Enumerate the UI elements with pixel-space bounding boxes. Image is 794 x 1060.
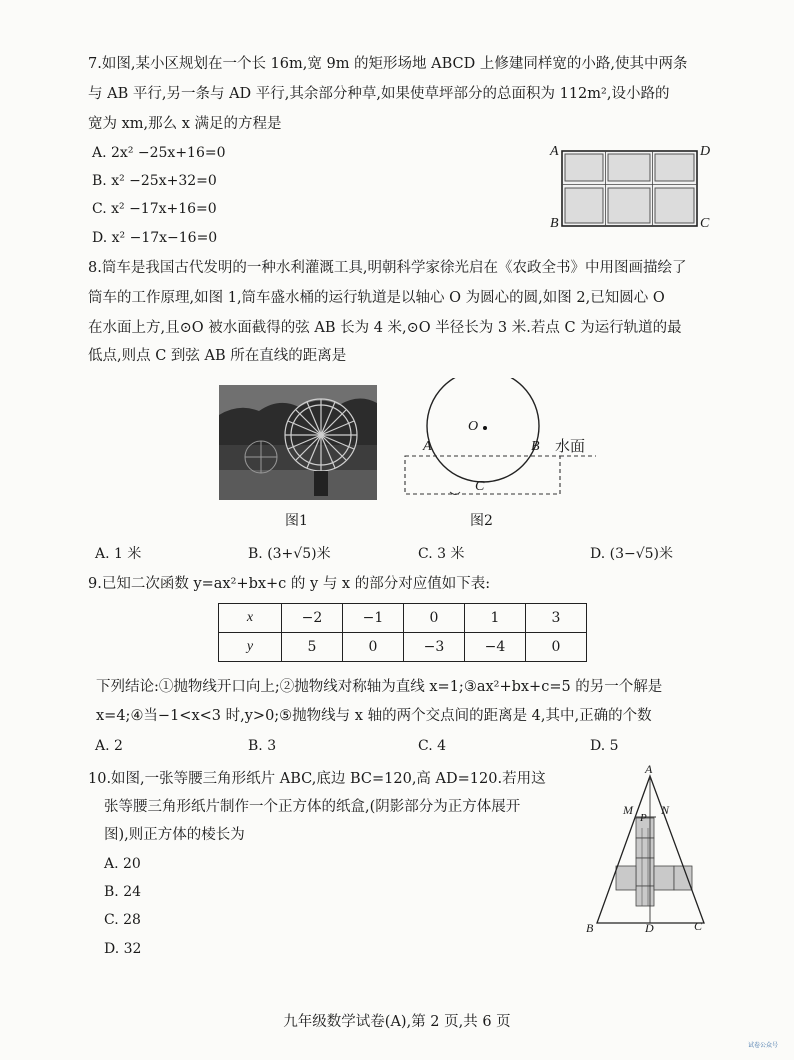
table-cell: −2 <box>282 604 343 633</box>
q8-fig2-caption: 图2 <box>470 513 493 529</box>
q8-option-a[interactable]: A. 1 米 <box>95 546 142 562</box>
q9-stem: 9.已知二次函数 y=ax²+bx+c 的 y 与 x 的部分对应值如下表: <box>88 576 491 592</box>
q10-line-3: 图),则正方体的棱长为 <box>104 827 245 843</box>
q8-label-a: A <box>423 439 432 454</box>
table-cell: 0 <box>343 633 404 662</box>
table-row <box>219 633 587 662</box>
q10-label-d: D <box>645 921 654 935</box>
q10-line-2: 张等腰三角形纸片制作一个正方体的纸盒,(阴影部分为正方体展开 <box>104 799 521 815</box>
q10-label-n: N <box>661 803 670 817</box>
q9-option-a[interactable]: A. 2 <box>95 738 123 754</box>
table-cell: 1 <box>465 604 526 633</box>
q8-option-c[interactable]: C. 3 米 <box>418 546 465 562</box>
q10-label-p: P <box>640 812 647 824</box>
q10-triangle-figure <box>580 762 720 943</box>
q8-option-d[interactable]: D. (3−√5)米 <box>590 546 674 562</box>
table-cell: 5 <box>282 633 343 662</box>
q7-label-c: C <box>700 216 710 231</box>
q7-option-c[interactable]: C. x² −17x+16=0 <box>92 201 217 217</box>
q10-label-c: C <box>694 919 703 933</box>
table-cell: 3 <box>526 604 587 633</box>
q7-option-b[interactable]: B. x² −25x+32=0 <box>92 173 217 189</box>
q7-line-2: 与 AB 平行,另一条与 AD 平行,其余部分种草,如果使草坪部分的总面积为 112m²,设小路的 <box>88 86 670 102</box>
q7-option-a[interactable]: A. 2x² −25x+16=0 <box>92 145 226 161</box>
table-cell: −3 <box>404 633 465 662</box>
q9-conclusion-line-2: x=4;④当−1<x<3 时,y>0;⑤抛物线与 x 轴的两个交点间的距离是 4,其中,正确的个数 <box>96 708 652 724</box>
q8-label-water: 水面 <box>555 437 586 455</box>
q8-waterwheel-photo <box>219 385 377 500</box>
q10-option-a[interactable]: A. 20 <box>104 856 141 872</box>
q7-label-d: D <box>700 144 711 159</box>
table-cell: 0 <box>404 604 465 633</box>
q9-value-table <box>218 603 587 662</box>
q8-line-4: 低点,则点 C 到弦 AB 所在直线的距离是 <box>88 348 347 364</box>
q7-line-1: 7.如图,某小区规划在一个长 16m,宽 9m 的矩形场地 ABCD 上修建同样宽的小路,使其中两条 <box>88 56 688 72</box>
q8-line-3: 在水面上方,且⊙O 被水面截得的弦 AB 长为 4 米,⊙O 半径长为 3 米.若点 C 为运行轨道的最 <box>88 320 682 336</box>
q7-line-3: 宽为 xm,那么 x 满足的方程是 <box>88 116 282 132</box>
page-footer: 九年级数学试卷(A),第 2 页,共 6 页 <box>283 1014 511 1030</box>
table-cell: −4 <box>465 633 526 662</box>
q10-label-m: M <box>623 803 633 817</box>
q8-label-b: B <box>531 439 540 454</box>
q10-option-d[interactable]: D. 32 <box>104 941 142 957</box>
q9-option-c[interactable]: C. 4 <box>418 738 447 754</box>
table-cell: 0 <box>526 633 587 662</box>
q10-option-b[interactable]: B. 24 <box>104 884 142 900</box>
corner-stamp: 试卷公众号 <box>748 1042 779 1049</box>
q8-line-2: 筒车的工作原理,如图 1,筒车盛水桶的运行轨道是以轴心 O 为圆心的圆,如图 2,已知圆心 O <box>88 290 665 306</box>
q9-option-b[interactable]: B. 3 <box>248 738 277 754</box>
table-header-y: y <box>219 633 282 662</box>
q8-fig1-caption: 图1 <box>285 513 308 529</box>
q8-line-1: 8.筒车是我国古代发明的一种水利灌溉工具,明朝科学家徐光启在《农政全书》中用图画描绘了 <box>88 260 687 276</box>
q9-option-d[interactable]: D. 5 <box>590 738 619 754</box>
table-cell: −1 <box>343 604 404 633</box>
q10-line-1: 10.如图,一张等腰三角形纸片 ABC,底边 BC=120,高 AD=120.若用这 <box>88 771 546 787</box>
q10-option-c[interactable]: C. 28 <box>104 912 141 928</box>
q9-conclusion-line-1: 下列结论:①抛物线开口向上;②抛物线对称轴为直线 x=1;③ax²+bx+c=5 的另一个解是 <box>96 679 663 695</box>
q7-rectangle-figure <box>548 142 718 237</box>
q7-label-b: B <box>550 216 559 231</box>
q10-label-b: B <box>586 921 594 935</box>
q7-label-a: A <box>550 144 559 159</box>
table-header-x: x <box>219 604 282 633</box>
q8-option-b[interactable]: B. (3+√5)米 <box>248 546 331 562</box>
q10-label-a: A <box>645 762 653 776</box>
q7-option-d[interactable]: D. x² −17x−16=0 <box>92 230 218 246</box>
q8-label-o: O <box>468 419 479 434</box>
q8-circle-figure <box>398 378 598 503</box>
q8-label-c: C <box>475 479 485 494</box>
table-row <box>219 604 587 633</box>
